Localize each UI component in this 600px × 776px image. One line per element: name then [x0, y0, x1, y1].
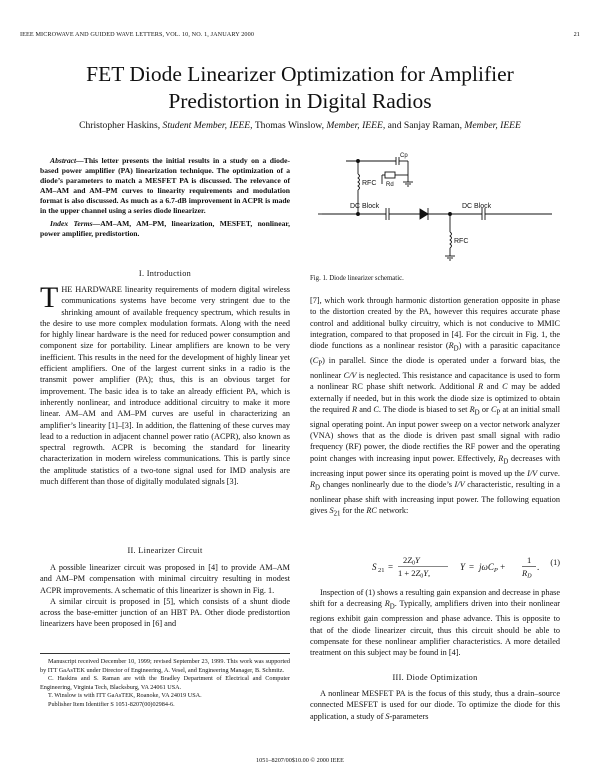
rfc-bottom-label: RFC: [454, 238, 469, 245]
text-seg: [7], which work through harmonic distortion generation opposite in phase to the distortion created by the PA, however this requires accurate phase control and additional bulky circuitry, which is not conducive to MMIC integration, compared to that proposed in [4]. For the circuit in Fig. 1, the diode functions as a nonlinear resistor (: [310, 296, 560, 351]
eq-equals-2: =: [469, 562, 475, 572]
math-sub-21: 21: [333, 510, 341, 518]
math-c: C: [373, 404, 379, 414]
text-seg: may be added externally if needed, but in this work the diode size is optimized to obtain the required: [310, 382, 560, 414]
math-r: R: [448, 341, 454, 351]
footnote-affiliation-2: T. Winslow is with ITT GaAsTEK, Roanoke, VA 24019 USA.: [48, 692, 202, 700]
text-seg: and: [483, 382, 503, 392]
author-1-role: Student Member, IEEE,: [162, 120, 253, 131]
text-seg: is neglected. This resistance and capacitance is used to form a nonlinear RC phase shift network. Additional: [310, 371, 561, 392]
math-r: R: [498, 453, 504, 463]
text-seg: . Typically, amplifiers driven into their nonlinear regions exhibit gain compression and phase advance. This is opposite to that of the diode linearizer circuit, thus this circuit should be able to compensate for these nonlinear amplifier characteristics. A more detailed treatment on this subject may be found in [4].: [310, 599, 560, 658]
author-3: and Sanjay Raman,: [387, 120, 463, 131]
text-seg: characteristic, resulting in a nonlinear phase shift with increasing input power. The following equation gives: [310, 480, 560, 516]
eq-y: Y: [460, 562, 466, 572]
journal-header: IEEE MICROWAVE AND GUIDED WAVE LETTERS, VOL. 10, NO. 1, JANUARY 2000: [20, 31, 255, 38]
intro-paragraph: HE HARDWARE linearity requirements of modern digital wireless communications systems have become very stringent due to the shrinking amount of available frequency spectrum, which results in the desire to use more complex modulation formats. Along with the need for highly linear hardware is the need for reduced power consumption and component size for portability. Linear amplifiers are known to be very inefficient. This results in the need for the development of highly linear yet efficient amplifiers. One of the largest current sinks in a radio is the transmit power amplifier (PA); thus, this is an obvious target for improvement. The basic idea is to take an already efficient PA, which is inherently nonlinear, and introduce additional circuitry to make it more linear. AM–AM and AM–PM curves are useful in characterizing an amplifier’s linearity [1]–[3]. In addition, the flattening of these curves may lead to a reduction in adjacent channel power ratio (ACPR), also known as spectral regrowth. ACPR is becoming the standard for linearity characterization in modern wireless communications. This is partly since the amplitude statistics of a two-tone signal used for IMD analysis are much different than those of digitally modulated signals [3].: [40, 285, 290, 487]
math-iv: I/V: [454, 480, 465, 490]
footnote-publisher-id: Publisher Item Identifier S 1051-8207(00)02984-6.: [48, 700, 175, 708]
math-s: S: [385, 711, 390, 721]
section-heading-linearizer: II. Linearizer Circuit: [127, 546, 203, 555]
math-sub-p: P: [496, 409, 501, 417]
text-seg: changes nonlinearly due to the diode’s: [320, 480, 455, 490]
page-number: 21: [573, 31, 580, 38]
text-seg: ) in parallel. Since the diode is operated under a forward bias, the nonlinear: [310, 356, 560, 381]
math-c: C: [502, 382, 508, 392]
math-cv: C/V: [343, 371, 357, 381]
math-r: R: [310, 480, 316, 490]
footnote-affiliation-1: C. Haskins and S. Raman are with the Bradley Department of Electrical and Computer Engineering, Virginia Tech, Blacksburg, VA 24061 USA.: [40, 675, 290, 691]
right-column-body: [310, 295, 560, 520]
rfc-top-coil: [358, 174, 360, 190]
diode-linearizer-schematic: [312, 152, 560, 270]
math-sub-d: D: [503, 458, 509, 466]
math-sub-d: D: [453, 345, 459, 353]
index-terms-label: Index Terms—: [50, 219, 101, 228]
author-2: Thomas Winslow,: [254, 120, 324, 131]
title-line-1: FET Diode Linearizer Optimization for Amplifier: [86, 62, 514, 86]
text-seg: and: [357, 404, 374, 414]
abstract-block: [40, 156, 290, 239]
rfc-top-label: RFC: [362, 180, 377, 187]
linearizer-body: [40, 562, 290, 630]
eq-one: 1: [527, 555, 532, 565]
footnote-manuscript: Manuscript received December 10, 1999; revised September 23, 1999. This work was supported by ITT GaAsTEK under Director of Engineering, A. Vesel, and Engineering Manager, B. Schmitz.: [40, 658, 290, 674]
text-seg: decreases with increasing input power since its operating point is moved up the: [310, 453, 560, 478]
linearizer-paragraph-2: A similar circuit is proposed in [5], which consists of a shunt diode across the base-emitter junction of an HBT PA. Other diode predistortion linearizers have been proposed in [6] and: [40, 596, 290, 629]
author-line: [20, 120, 580, 131]
math-sub-d: D: [315, 484, 321, 492]
bus-node-left: [357, 213, 360, 216]
paper-title: [20, 61, 580, 115]
text-seg: for the: [340, 506, 367, 516]
top-resistor: [385, 172, 395, 178]
eq-equals: =: [388, 562, 394, 572]
index-terms-text: AM–AM, AM–PM, linearization, MESFET, nonlinear, power amplifier, predistortion.: [40, 219, 290, 238]
section-heading-diode-optimization: III. Diode Optimization: [392, 673, 478, 682]
text-seg: -parameters: [389, 711, 429, 721]
equation-number: (1): [550, 558, 560, 567]
text-seg: A nonlinear MESFET PA is the focus of this study, thus a drain–source connected MESFET is used for our diode. To optimize the diode for this application, a study of: [310, 689, 560, 721]
math-sub-p: P: [318, 360, 323, 368]
text-seg: Inspection of (1) shows a resulting gain expansion and decrease in phase shift for a decreasing: [310, 588, 560, 609]
footnote-rule: [40, 653, 290, 654]
math-r: R: [469, 404, 475, 414]
abstract-label: Abstract—: [50, 156, 84, 165]
author-2-role: Member, IEEE,: [326, 120, 386, 131]
eq-s: S: [372, 562, 377, 572]
dc-block-right-label: DC Block: [462, 203, 492, 210]
footnotes: [40, 658, 290, 710]
drop-cap: T: [40, 281, 59, 314]
right-column-body-2: [310, 587, 560, 658]
text-seg: network:: [376, 506, 409, 516]
eq-rd: RD: [522, 568, 532, 580]
equation-1: [370, 554, 560, 582]
figure-caption: Fig. 1. Diode linearizer schematic.: [310, 275, 404, 282]
eq-jwc: jωC$_P$ +: [479, 562, 506, 574]
text-seg: at an initial small signal operating point. An input power sweep on a vector network analyzer (VNA) shows that as the diode is driven past small signal with radio frequency (RF) power, the diode rectifies the RF power and the operating point changes with increasing input power. Effectively,: [310, 404, 560, 463]
math-s: S: [329, 506, 334, 516]
right-column-body-3: [310, 688, 560, 722]
text-seg: or: [479, 404, 491, 414]
text-seg: curve.: [537, 468, 560, 478]
eq-period: .: [537, 562, 540, 572]
series-diode-triangle: [420, 209, 428, 219]
math-iv: I/V: [527, 468, 538, 478]
math-sub-d: D: [389, 603, 395, 611]
text-seg: ) with a parasitic capacitance (: [310, 341, 560, 366]
text-seg: . The diode is biased to set: [378, 404, 470, 414]
eq-den: 1 + 2Z0Y,: [398, 568, 431, 580]
eq-num: 2Z0Y: [403, 555, 420, 567]
dc-block-left-label: DC Block: [350, 203, 380, 210]
equation-graphic: [370, 554, 560, 580]
eq-sub-21: 21: [378, 567, 385, 574]
section-heading-introduction: I. Introduction: [138, 269, 192, 278]
introduction-body: [40, 281, 290, 487]
title-line-2: Predistortion in Digital Radios: [168, 89, 432, 113]
math-r: R: [384, 599, 390, 609]
rfc-bottom-coil: [450, 232, 452, 248]
cp-label: Cp: [400, 153, 408, 159]
math-rc: RC: [366, 506, 377, 516]
math-c: C: [312, 356, 319, 366]
linearizer-paragraph-1: A possible linearizer circuit was proposed in [4] to provide AM–AM and AM–PM compensation with minimal circuitry resulting in modest ACPR improvements. A schematic of this linearizer is shown in Fig. 1.: [40, 563, 290, 595]
author-1: Christopher Haskins,: [79, 120, 161, 131]
math-r: R: [352, 404, 358, 414]
math-c: C: [490, 404, 497, 414]
abstract-text: This letter presents the initial results in a study on a diode-based power amplifier (PA) linearization technique. The optimization of a diode’s parameters to match a MESFET PA is discussed. The relevance of AM–AM and AM–PM curves to linearity requirements and modulation format is also discussed. As much as a 6.7-dB improvement in ACPR is made in the upper channel using a series diode linearizer.: [40, 156, 290, 215]
rd-label: Rd: [386, 182, 394, 188]
copyright-footer: 1051–8207/00$10.00 © 2000 IEEE: [256, 757, 344, 764]
math-r: R: [478, 382, 484, 392]
math-sub-d: D: [474, 409, 480, 417]
author-3-role: Member, IEEE: [464, 120, 521, 131]
